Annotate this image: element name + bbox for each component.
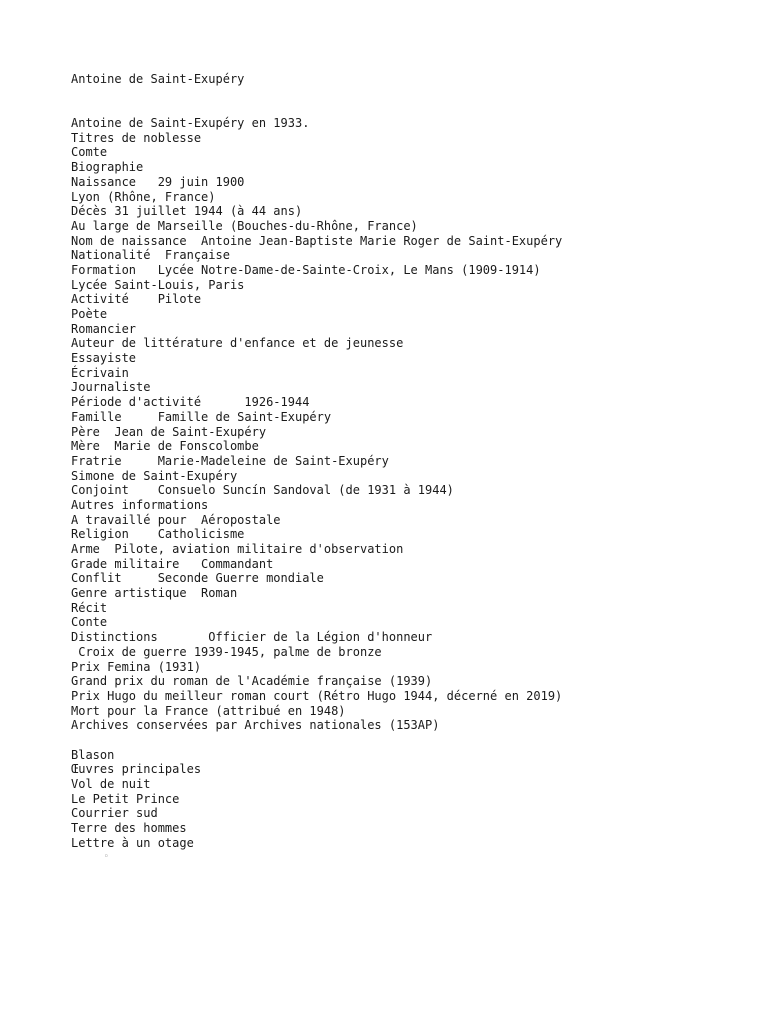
text-line-1: Titres de noblesse xyxy=(71,130,202,145)
text-line-11: Lycée Saint-Louis, Paris xyxy=(71,277,245,292)
text-line-14: Romancier xyxy=(71,321,137,336)
works-line-4: Courrier sud xyxy=(71,806,158,821)
text-line-21: Père Jean de Saint-Exupéry xyxy=(71,424,267,439)
text-line-25: Conjoint Consuelo Suncín Sandoval (de 1931 à 1944) xyxy=(71,483,454,498)
title-spacer xyxy=(71,87,751,116)
text-line-19: Période d'activité 1926-1944 xyxy=(71,395,310,410)
works-line-3: Le Petit Prince xyxy=(71,791,180,806)
text-line-0: Antoine de Saint-Exupéry en 1933. xyxy=(71,116,310,131)
text-line-37: Prix Femina (1931) xyxy=(71,659,202,674)
text-line-31: Conflit Seconde Guerre mondiale xyxy=(71,571,324,586)
text-line-5: Lyon (Rhône, France) xyxy=(71,189,216,204)
text-line-27: A travaillé pour Aéropostale xyxy=(71,512,281,527)
infobox-text xyxy=(71,116,751,733)
text-line-35: Distinctions Officier de la Légion d'honneur xyxy=(71,630,433,645)
text-line-16: Essayiste xyxy=(71,351,137,366)
text-line-38: Grand prix du roman de l'Académie française (1939) xyxy=(71,674,433,689)
text-line-12: Activité Pilote xyxy=(71,292,202,307)
text-line-17: Écrivain xyxy=(71,365,129,380)
text-line-28: Religion Catholicisme xyxy=(71,527,245,542)
text-line-8: Nom de naissance Antoine Jean-Baptiste Marie Roger de Saint-Exupéry xyxy=(71,233,563,248)
text-line-7: Au large de Marseille (Bouches-du-Rhône, France) xyxy=(71,218,418,233)
text-line-15: Auteur de littérature d'enfance et de jeunesse xyxy=(71,336,404,351)
text-line-41: Archives conservées par Archives nationales (153AP) xyxy=(71,718,440,733)
text-line-4: Naissance 29 juin 1900 xyxy=(71,174,245,189)
bullet-ring-icon: ◦ xyxy=(71,852,109,863)
works-text xyxy=(71,748,751,851)
document-page xyxy=(71,72,751,864)
text-line-32: Genre artistique Roman xyxy=(71,586,238,601)
text-line-23: Fratrie Marie-Madeleine de Saint-Exupéry xyxy=(71,453,389,468)
section-spacer xyxy=(71,733,751,748)
works-line-1: Œuvres principales xyxy=(71,762,202,777)
works-line-6: Lettre à un otage xyxy=(71,835,194,850)
text-line-40: Mort pour la France (attribué en 1948) xyxy=(71,703,346,718)
text-line-30: Grade militaire Commandant xyxy=(71,556,274,571)
text-line-9: Nationalité Française xyxy=(71,248,230,263)
works-line-5: Terre des hommes xyxy=(71,821,187,836)
text-line-20: Famille Famille de Saint-Exupéry xyxy=(71,409,332,424)
text-line-6: Décès 31 juillet 1944 (à 44 ans) xyxy=(71,204,303,219)
text-line-26: Autres informations xyxy=(71,497,209,512)
text-line-3: Biographie xyxy=(71,160,144,175)
text-line-2: Comte xyxy=(71,145,108,160)
works-line-2: Vol de nuit xyxy=(71,777,151,792)
text-line-22: Mère Marie de Fonscolombe xyxy=(71,439,259,454)
text-line-33: Récit xyxy=(71,600,108,615)
text-line-18: Journaliste xyxy=(71,380,151,395)
text-line-13: Poète xyxy=(71,307,108,322)
text-line-36: Croix de guerre 1939-1945, palme de bronze xyxy=(71,644,382,659)
text-line-39: Prix Hugo du meilleur roman court (Rétro Hugo 1944, décerné en 2019) xyxy=(71,688,563,703)
text-line-34: Conte xyxy=(71,615,108,630)
document-title: Antoine de Saint-Exupéry xyxy=(71,72,245,86)
text-line-10: Formation Lycée Notre-Dame-de-Sainte-Croix, Le Mans (1909-1914) xyxy=(71,262,541,277)
text-line-24: Simone de Saint-Exupéry xyxy=(71,468,238,483)
text-line-29: Arme Pilote, aviation militaire d'observation xyxy=(71,542,404,557)
works-line-0: Blason xyxy=(71,747,115,762)
